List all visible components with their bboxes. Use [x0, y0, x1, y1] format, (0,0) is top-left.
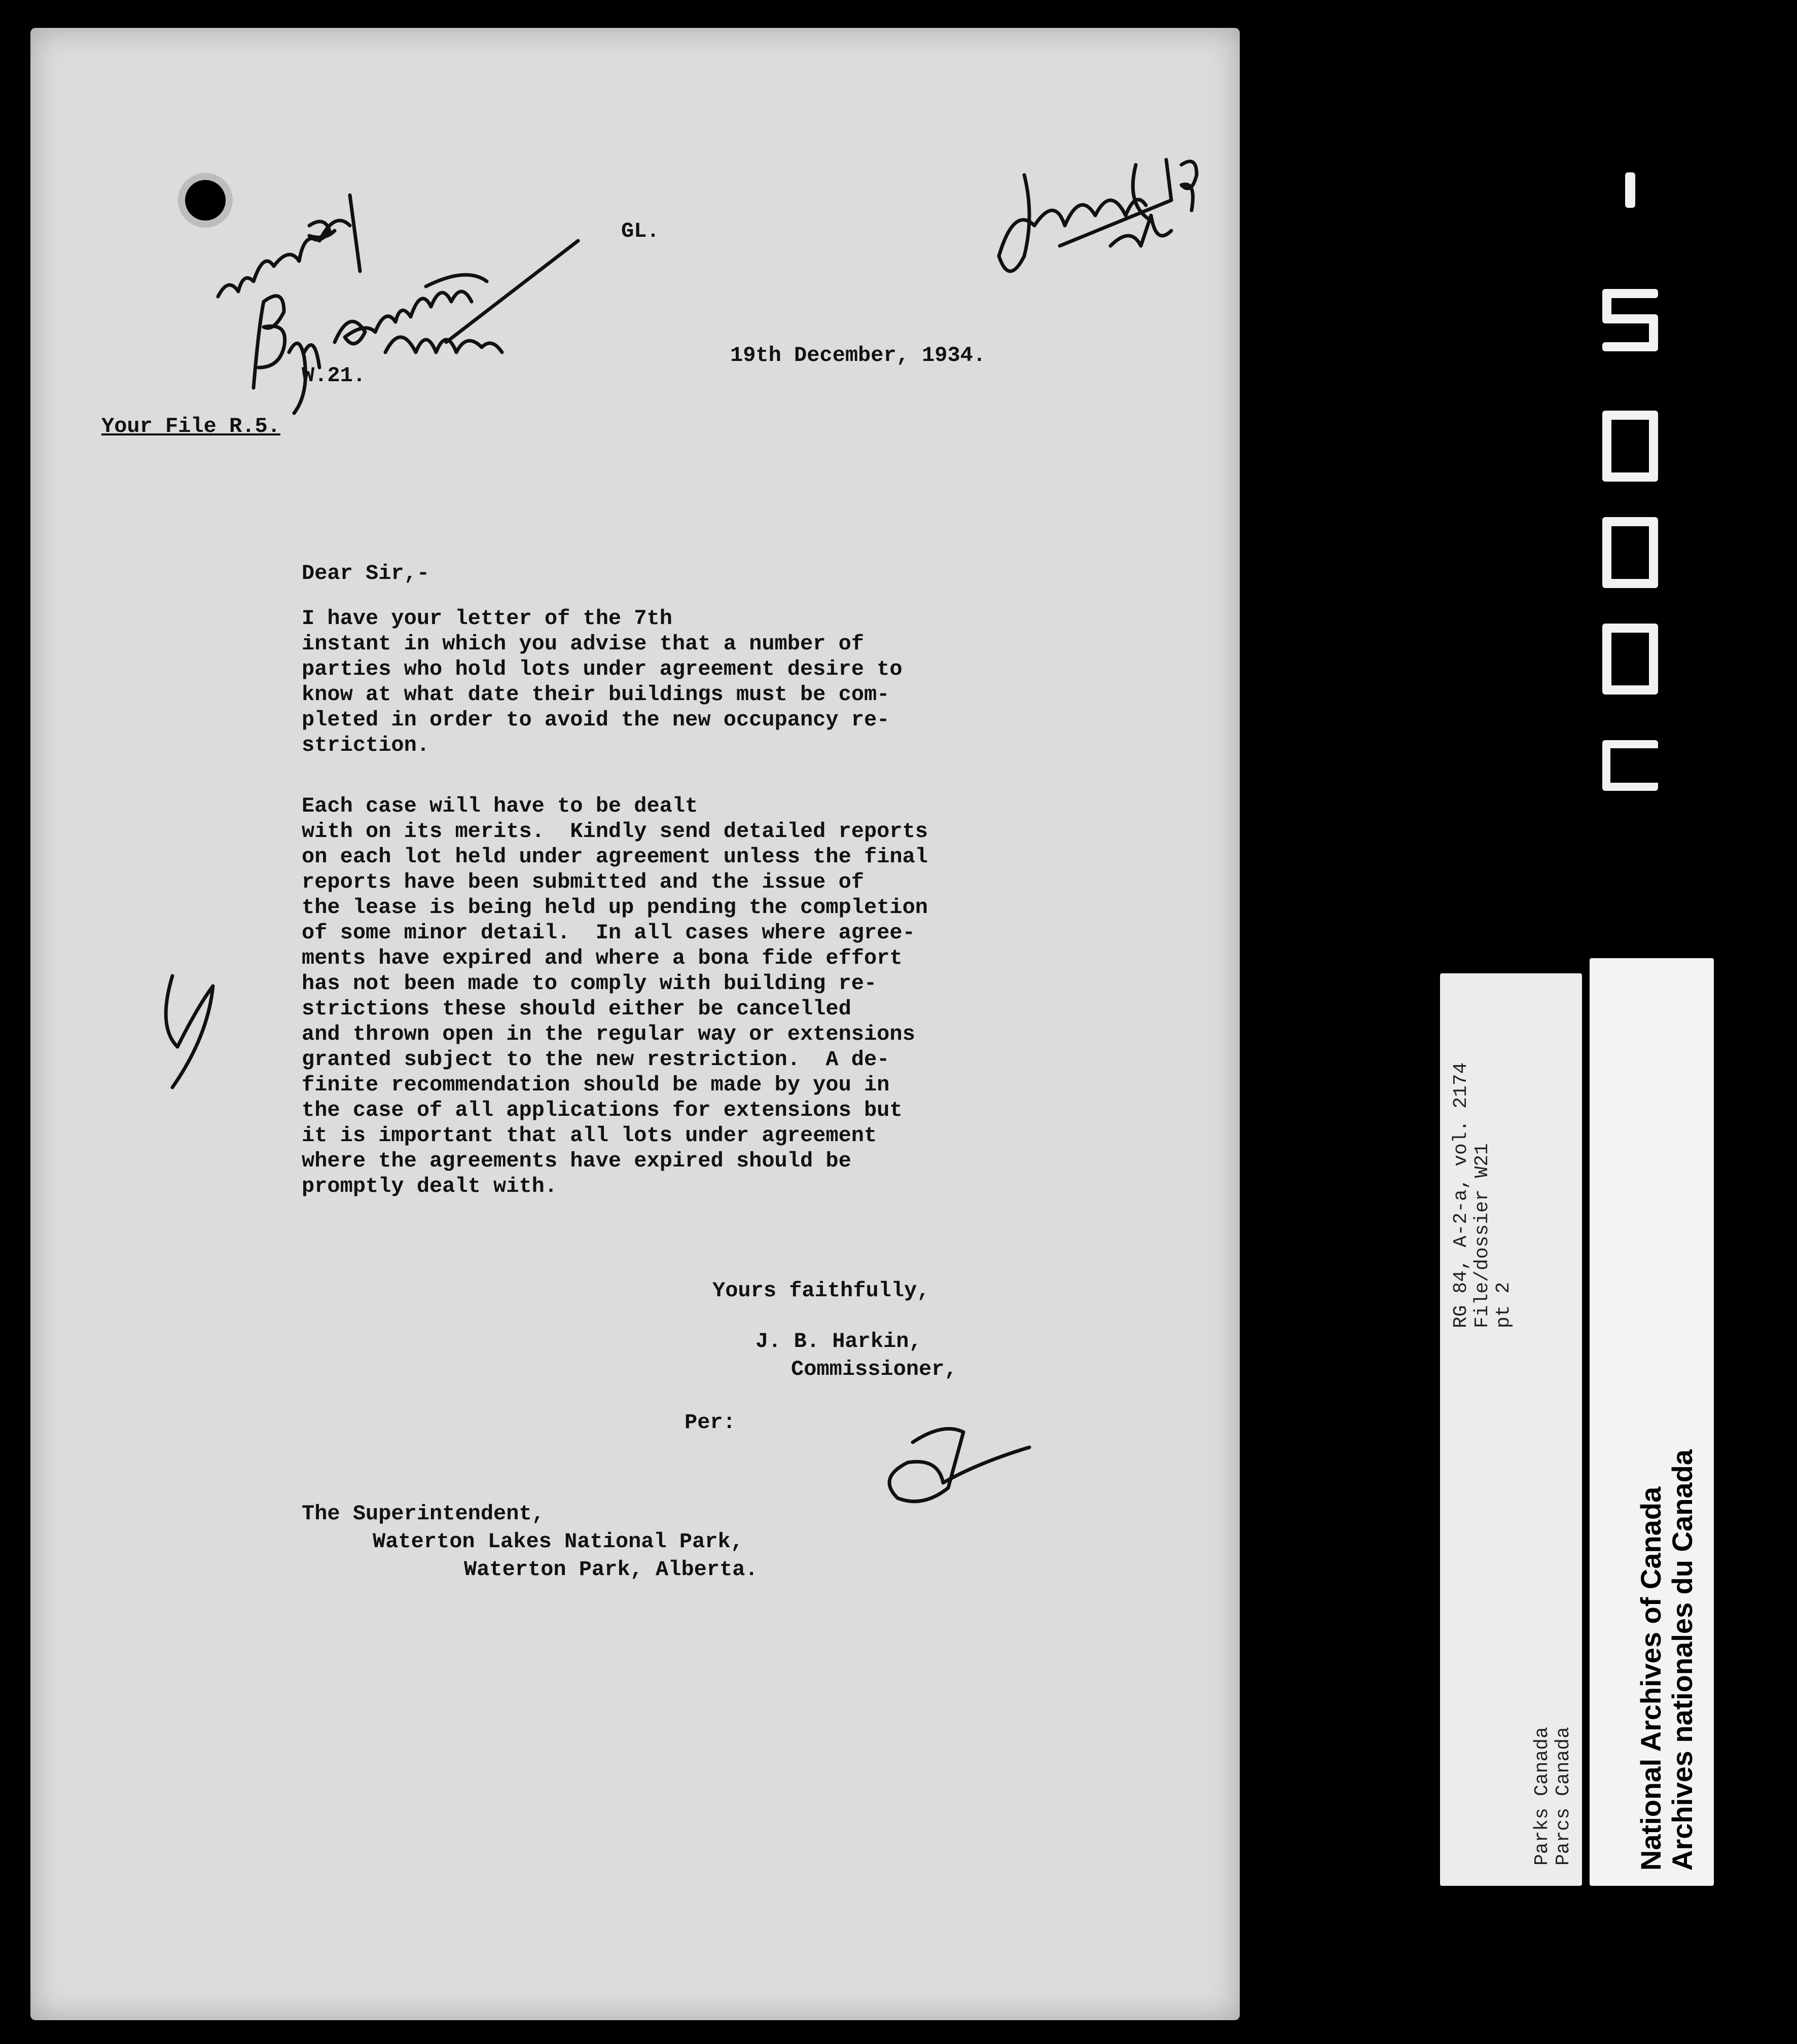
file-reference: W.21. — [302, 363, 366, 388]
signatory-name: J. B. Harkin, — [756, 1329, 922, 1354]
paragraph-1: I have your letter of the 7th instant in which you advise that a number of parties who hold lots under agreement desire to know at what date their buildings must be com- pleted in order to avoid the new occupancy re- striction. — [302, 606, 903, 757]
paragraph-2: Each case will have to be dealt with on its merits. Kindly send detailed reports on each lot held under agreement unless the final reports have been submitted and the issue of the lease is being held up pending the completion of some minor detail. In all cases where agree- ments have expired and where a bona fide effort has not been made to comply with building re- strictions these should either be cancelled and thrown open in the regular way or extensions granted subject to the new restriction. A de- finite recommendation should be made by you in the case of all applications for extensions but it is important that all lots under agreement where the agreements have expired should be promptly dealt with. — [302, 794, 928, 1198]
frame-number — [1597, 167, 1663, 806]
salutation: Dear Sir,- — [302, 561, 430, 586]
handwritten-note-by-bord — [233, 226, 588, 439]
address-line-3: Waterton Park, Alberta. — [464, 1557, 758, 1582]
letter-date: 19th December, 1934. — [730, 343, 986, 368]
typist-initials: GL. — [621, 219, 660, 243]
address-line-1: The Superintendent, — [302, 1502, 545, 1526]
national-archives-card — [1590, 958, 1714, 1886]
reference-line-3: pt 2 — [1493, 1282, 1515, 1328]
per-label: Per: — [685, 1410, 736, 1435]
agency-en: Parks Canada — [1531, 1727, 1553, 1866]
archives-name-fr: Archives nationales du Canada — [1666, 1449, 1698, 1871]
reference-line-2: File/dossier W21 — [1471, 1143, 1493, 1328]
letter-page — [30, 28, 1240, 2020]
reference-line-1: RG 84, A-2-a, vol. 2174 — [1450, 1062, 1472, 1328]
agency-fr: Parcs Canada — [1553, 1727, 1574, 1866]
archive-reference-card — [1440, 973, 1582, 1886]
handwritten-date-top-right — [984, 144, 1237, 307]
address-line-2: Waterton Lakes National Park, — [373, 1529, 743, 1554]
signature-per — [862, 1397, 1075, 1528]
archives-name-en: National Archives of Canada — [1635, 1486, 1667, 1871]
closing: Yours faithfully, — [712, 1279, 930, 1303]
signatory-title: Commissioner, — [791, 1357, 957, 1381]
handwritten-mark-left-margin — [142, 956, 243, 1108]
your-file-reference: Your File R.5. — [101, 414, 280, 439]
